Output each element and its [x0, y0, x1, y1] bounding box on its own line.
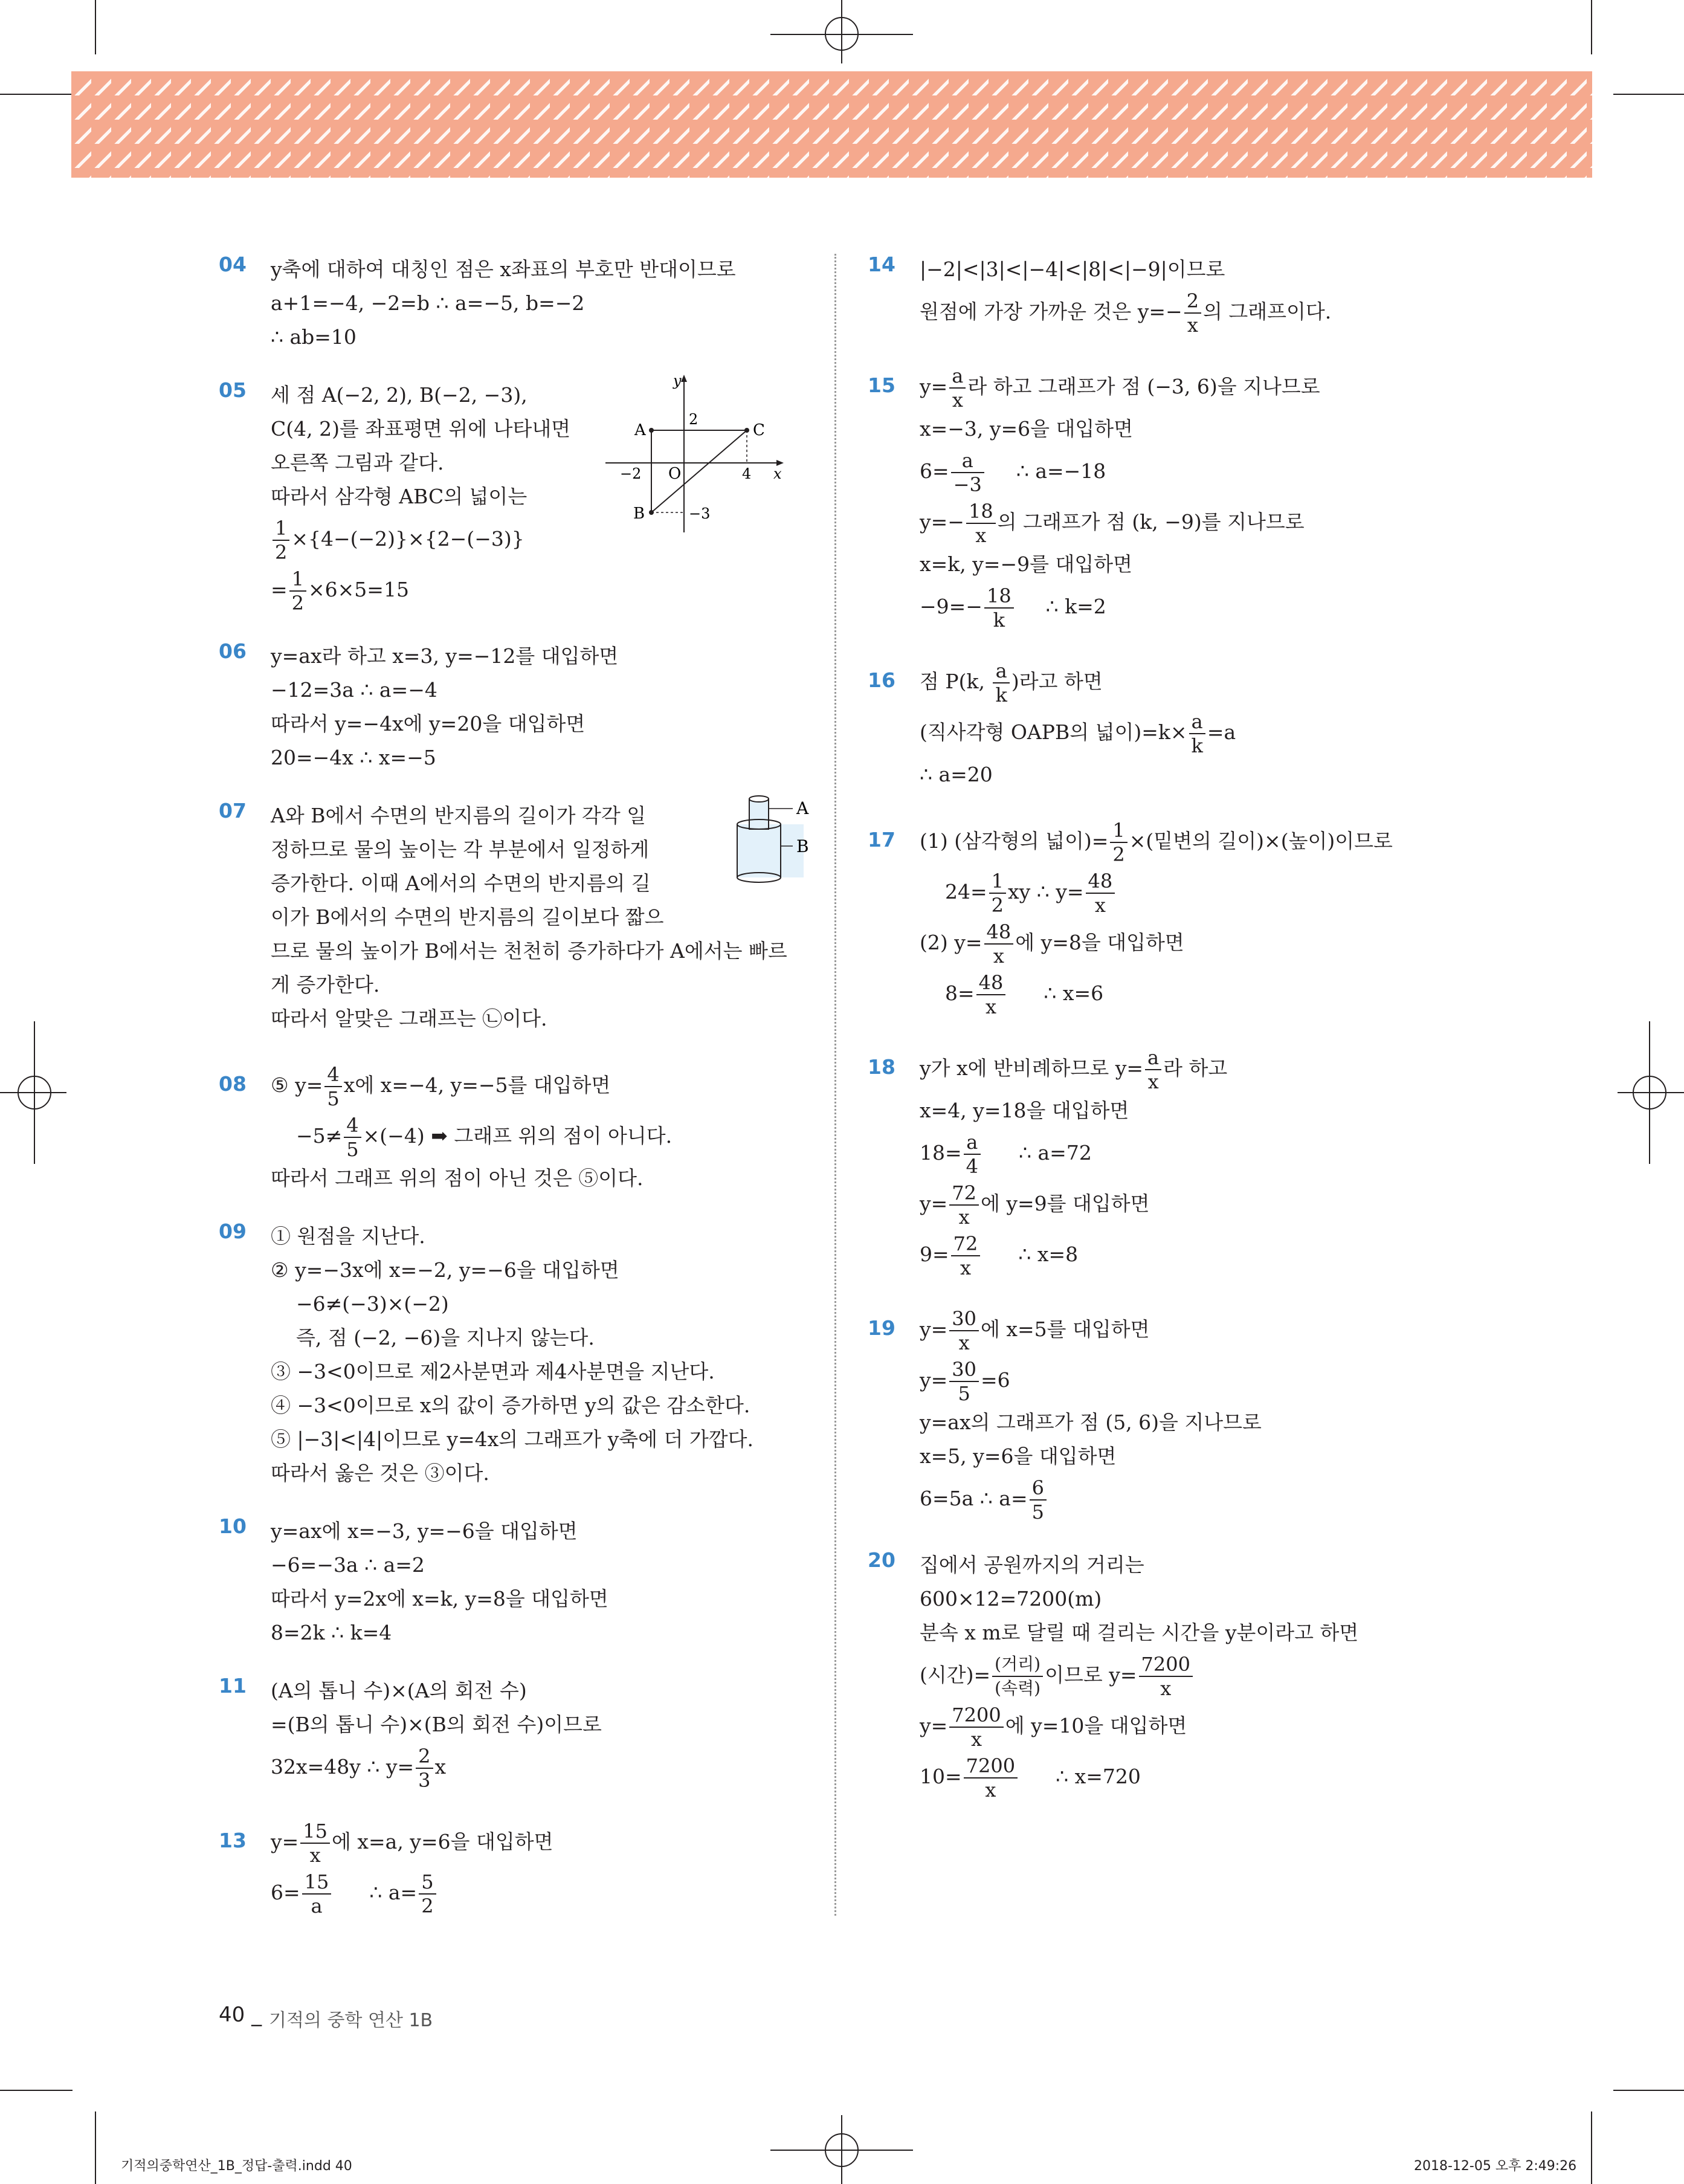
crop-mark: [1591, 0, 1592, 54]
fraction: $\frac{7200}{x}$: [1139, 1653, 1193, 1700]
fraction: $\frac{\text{(거리)}}{\text{(속력)}}$: [992, 1653, 1043, 1700]
solution-line: 따라서 y=−4x에 y=20을 대입하면: [271, 712, 586, 735]
solution-line: y= $\frac{7200}{x}$ 에 y=10을 대입하면: [920, 1704, 1187, 1751]
solution-line: ① 원점을 지난다.: [271, 1224, 425, 1248]
solution-line: (A의 톱니 수)×(A의 회전 수): [271, 1679, 527, 1702]
solution-line: 원점에 가장 가까운 것은 y=− $\frac{2}{x}$ 의 그래프이다.: [920, 289, 1332, 337]
answer-08: [219, 1060, 823, 1195]
svg-text:A: A: [796, 798, 809, 818]
solution-line: 따라서 옳은 것은 ③이다.: [271, 1461, 489, 1485]
fraction: $\frac{48}{x}$: [984, 920, 1014, 968]
crop-mark: [1613, 2090, 1684, 2091]
left-column: [219, 242, 823, 1918]
fraction: $\frac{5}{2}$: [419, 1870, 436, 1917]
problem-number: 04: [219, 253, 247, 276]
book-title: 기적의 중학 연산 1B: [269, 2010, 433, 2031]
fraction: $\frac{a}{-3}$: [951, 449, 984, 496]
solution-line: $\frac{1}{2}$ ×{4−(−2)}×{2−(−3)}: [271, 514, 823, 564]
answer-17: [868, 816, 1472, 1019]
solution-line: 6=5a ∴ a= $\frac{6}{5}$: [920, 1473, 1472, 1524]
solution-line: y=− $\frac{18}{x}$ 의 그래프가 점 (k, −9)를 지나므로: [920, 500, 1305, 547]
answer-19: [868, 1304, 1472, 1524]
solution-line: 6= $\frac{15}{a}$ ∴ a= $\frac{5}{2}$: [271, 1867, 823, 1918]
problem-number: 17: [868, 828, 895, 851]
solution-line: x=5, y=6을 대입하면: [920, 1444, 1117, 1468]
solution-line: 분속 x m로 달릴 때 걸리는 시간을 y분이라고 하면: [920, 1621, 1359, 1644]
fraction: $\frac{72}{x}$: [949, 1181, 979, 1229]
crop-mark: [0, 94, 73, 95]
fraction: $\frac{a}{k}$: [993, 659, 1009, 706]
crop-mark: [841, 0, 842, 63]
fraction: $\frac{48}{x}$: [1086, 870, 1115, 917]
solution-line: y=ax의 그래프가 점 (5, 6)을 지나므로: [920, 1410, 1262, 1434]
solution-line: 따라서 삼각형 ABC의 넓이는: [271, 485, 527, 508]
solution-line: −6=−3a ∴ a=2: [271, 1553, 425, 1577]
solution-line: 8= $\frac{48}{x}$ ∴ x=6: [945, 971, 1104, 1018]
solution-line: x=4, y=18을 대입하면: [920, 1099, 1129, 1122]
fraction: $\frac{18}{k}$: [984, 584, 1014, 632]
solution-line: 따라서 그래프 위의 점이 아닌 것은 ⑤이다.: [271, 1166, 644, 1190]
crop-mark: [0, 2090, 73, 2091]
page-number: 40 _: [219, 2003, 262, 2027]
problem-number: 16: [868, 668, 895, 692]
solution-line: 증가한다. 이때 A에서의 수면의 반지름의 길: [271, 871, 651, 895]
fraction: $\frac{a}{x}$: [1145, 1046, 1161, 1093]
solution-line: −5≠ $\frac{4}{5}$ ×(−4) ➡ 그래프 위의 점이 아니다.: [296, 1114, 673, 1161]
fraction: $\frac{1}{2}$: [1110, 819, 1127, 866]
svg-text:4: 4: [742, 465, 752, 482]
problem-number: 07: [219, 799, 247, 822]
answer-13: [219, 1817, 823, 1918]
solution-line: y= $\frac{30}{5}$ =6: [920, 1358, 1010, 1405]
solution-line: 오른쪽 그림과 같다.: [271, 451, 444, 474]
solution-line: 세 점 A(−2, 2), B(−2, −3),: [271, 383, 527, 407]
solution-line: 9= $\frac{72}{x}$ ∴ x=8: [920, 1232, 1079, 1279]
fraction: $\frac{1}{2}$: [289, 567, 306, 615]
answer-04: [219, 253, 823, 354]
svg-text:O: O: [668, 465, 682, 483]
axis-label: y: [673, 372, 682, 389]
fraction: $\frac{4}{5}$: [344, 1114, 361, 1161]
solution-line: A와 B에서 수면의 반지름의 길이가 각각 일: [271, 804, 647, 827]
header-banner: [71, 71, 1592, 178]
solution-line: y= $\frac{15}{x}$ 에 x=a, y=6을 대입하면: [271, 1820, 553, 1867]
solution-line: (1) (삼각형의 넓이)= $\frac{1}{2}$ ×(밑변의 길이)×(높이)이므로: [920, 819, 1393, 866]
solution-line: |−2|<|3|<|−4|<|8|<|−9|이므로: [920, 257, 1225, 281]
problem-number: 10: [219, 1514, 247, 1538]
svg-text:B: B: [796, 836, 809, 856]
solution-line: 따라서 알맞은 그래프는 ㉡이다.: [271, 1007, 547, 1030]
crop-mark: [1591, 2111, 1592, 2184]
problem-number: 11: [219, 1674, 247, 1698]
solution-line: 집에서 공원까지의 거리는: [920, 1553, 1144, 1577]
problem-number: 18: [868, 1055, 895, 1079]
fraction: $\frac{18}{x}$: [966, 500, 996, 547]
solution-line: 이가 B에서의 수면의 반지름의 길이보다 짧으: [271, 905, 664, 929]
solution-line: x=k, y=−9를 대입하면: [920, 552, 1133, 576]
solution-line: 즉, 점 (−2, −6)을 지나지 않는다.: [296, 1326, 595, 1349]
solution-line: (시간)= $\frac{\text{(거리)}}{\text{(속력)}}$ 이므로 y= $\frac{7200}{x}$: [920, 1650, 1472, 1701]
fraction: $\frac{4}{5}$: [324, 1063, 341, 1110]
svg-text:−2: −2: [620, 465, 642, 482]
answer-15: [868, 361, 1472, 632]
solution-line: −9=− $\frac{18}{k}$ ∴ k=2: [920, 584, 1106, 632]
solution-line: C(4, 2)를 좌표평면 위에 나타내면: [271, 417, 571, 441]
svg-text:B: B: [633, 505, 645, 523]
solution-line: 600×12=7200(m): [920, 1587, 1102, 1611]
solution-line: 18= $\frac{a}{4}$ ∴ a=72: [920, 1131, 1092, 1178]
solution-line: ③ −3<0이므로 제2사분면과 제4사분면을 지난다.: [271, 1360, 715, 1383]
svg-text:−3: −3: [689, 505, 711, 522]
problem-number: 13: [219, 1829, 247, 1852]
solution-line: 6= $\frac{a}{-3}$ ∴ a=−18: [920, 449, 1106, 496]
answer-06: [219, 639, 823, 775]
solution-line: 점 P(k, $\frac{a}{k}$ )라고 하면: [920, 659, 1103, 706]
crop-mark: [95, 0, 96, 54]
problem-number: 05: [219, 378, 247, 402]
answer-16: [868, 656, 1472, 792]
answer-14: [868, 253, 1472, 337]
fraction: $\frac{2}{x}$: [1184, 289, 1201, 337]
problem-number: 14: [868, 253, 895, 276]
solution-line: ⑤ y= $\frac{4}{5}$ x에 x=−4, y=−5를 대입하면: [271, 1063, 611, 1110]
crop-mark: [0, 1092, 66, 1093]
solution-line: (직사각형 OAPB의 넓이)=k× $\frac{a}{k}$ =a: [920, 710, 1236, 757]
solution-line: 정하므로 물의 높이는 각 부분에서 일정하게: [271, 838, 650, 861]
fraction: $\frac{7200}{x}$: [949, 1704, 1003, 1751]
answer-11: [219, 1674, 823, 1792]
solution-line: 32x=48y ∴ y= $\frac{2}{3}$ x: [271, 1745, 447, 1792]
problem-number: 15: [868, 373, 895, 397]
svg-text:C: C: [753, 421, 765, 439]
crop-mark: [1613, 94, 1684, 95]
problem-number: 08: [219, 1072, 247, 1096]
crop-mark: [1618, 1092, 1684, 1093]
solution-line: y= $\frac{30}{x}$ 에 x=5를 대입하면: [920, 1307, 1150, 1354]
solution-line: ④ −3<0이므로 x의 값이 증가하면 y의 값은 감소한다.: [271, 1394, 750, 1417]
problem-number: 19: [868, 1316, 895, 1340]
solution-line: =(B의 톱니 수)×(B의 회전 수)이므로: [271, 1713, 602, 1736]
fraction: $\frac{a}{4}$: [964, 1131, 981, 1178]
solution-line: y=ax라 하고 x=3, y=−12를 대입하면: [271, 644, 619, 668]
solution-line: y= $\frac{a}{x}$ 라 하고 그래프가 점 (−3, 6)을 지나므로: [920, 364, 1320, 412]
crop-mark: [95, 2111, 96, 2184]
solution-line: a+1=−4, −2=b ∴ a=−5, b=−2: [271, 291, 585, 315]
answer-10: [219, 1514, 823, 1650]
right-column: [868, 242, 1472, 1802]
solution-line: (2) y= $\frac{48}{x}$ 에 y=8을 대입하면: [920, 920, 1184, 968]
print-slug-date: 2018-12-05 오후 2:49:26: [1414, 2159, 1577, 2174]
solution-line: y가 x에 반비례하므로 y= $\frac{a}{x}$ 라 하고: [920, 1046, 1228, 1093]
fraction: $\frac{48}{x}$: [976, 971, 1006, 1018]
fraction: $\frac{72}{x}$: [951, 1232, 981, 1279]
solution-line: y=ax에 x=−3, y=−6을 대입하면: [271, 1519, 578, 1543]
problem-number: 06: [219, 639, 247, 663]
solution-line: x=−3, y=6을 대입하면: [920, 417, 1134, 441]
solution-line: = $\frac{1}{2}$ ×6×5=15: [271, 567, 409, 615]
fraction: $\frac{1}{2}$: [273, 517, 289, 564]
solution-line: y= $\frac{72}{x}$ 에 y=9를 대입하면: [920, 1181, 1150, 1229]
solution-line: 20=−4x ∴ x=−5: [271, 746, 436, 769]
solution-line: 8=2k ∴ k=4: [271, 1621, 392, 1644]
column-divider: [834, 254, 836, 1916]
cylinder-container-figure: [714, 794, 817, 885]
svg-text:x: x: [773, 465, 782, 482]
fraction: $\frac{30}{x}$: [949, 1307, 979, 1354]
fraction: $\frac{30}{5}$: [949, 1358, 979, 1405]
solution-line: ② y=−3x에 x=−2, y=−6을 대입하면: [271, 1258, 619, 1282]
answer-18: [868, 1043, 1472, 1280]
fraction: $\frac{1}{2}$: [989, 870, 1006, 917]
solution-line: −6≠(−3)×(−2): [296, 1292, 449, 1316]
answer-20: [868, 1548, 1472, 1802]
solution-line: y축에 대하여 대칭인 점은 x좌표의 부호만 반대이므로: [271, 257, 736, 281]
crop-mark: [841, 2115, 842, 2184]
fraction: $\frac{2}{3}$: [416, 1745, 433, 1792]
coordinate-graph: [605, 372, 787, 535]
crop-mark: [1649, 1021, 1650, 1164]
crop-mark: [34, 1021, 35, 1164]
solution-line: 24= $\frac{1}{2}$ xy ∴ y= $\frac{48}{x}$: [920, 867, 1472, 917]
solution-line: −12=3a ∴ a=−4: [271, 678, 437, 702]
solution-line: 10= $\frac{7200}{x}$ ∴ x=720: [920, 1754, 1141, 1801]
answer-09: [219, 1220, 823, 1490]
fraction: $\frac{a}{k}$: [1189, 710, 1205, 757]
fraction: $\frac{7200}{x}$: [964, 1754, 1018, 1801]
fraction: $\frac{6}{5}$: [1030, 1476, 1047, 1523]
solution-line: ∴ a=20: [920, 763, 993, 786]
answer-05: [219, 372, 823, 615]
svg-text:2: 2: [689, 411, 698, 428]
solution-line: ⑤ |−3|<|4|이므로 y=4x의 그래프가 y축에 더 가깝다.: [271, 1427, 754, 1451]
fraction: $\frac{a}{x}$: [949, 364, 966, 412]
print-slug-file: 기적의중학연산_1B_정답-출력.indd 40: [121, 2159, 352, 2174]
problem-number: 09: [219, 1220, 247, 1243]
answer-07: [219, 799, 823, 1036]
solution-line: ∴ ab=10: [271, 325, 356, 349]
svg-text:A: A: [634, 421, 646, 439]
fraction: $\frac{15}{a}$: [302, 1870, 332, 1917]
solution-line: 게 증가한다.: [271, 973, 380, 997]
problem-number: 20: [868, 1548, 895, 1572]
solution-line: 따라서 y=2x에 x=k, y=8을 대입하면: [271, 1587, 608, 1611]
fraction: $\frac{15}{x}$: [300, 1820, 330, 1867]
solution-line: 므로 물의 높이가 B에서는 천천히 증가하다가 A에서는 빠르: [271, 939, 787, 963]
